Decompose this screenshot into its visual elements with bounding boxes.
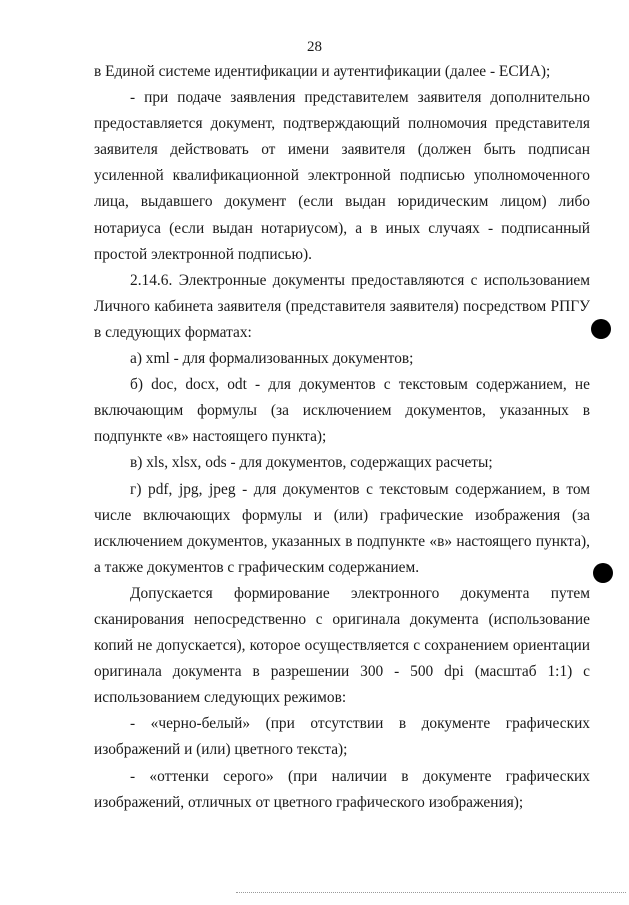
page-number: 28 [307,39,322,55]
list-item-g: г) pdf, jpg, jpeg - для документов с текстовым содержанием, в том числе включающих формулы и (или) графические изображения (за исключением документов, указанных в подпункте «в» настоящего пункта), а также документов с графическим содержанием. [94,480,590,576]
paragraph-representative: - при подаче заявления представителем заявителя дополнительно предоставляется документ, подтверждающий полномочия представителя заявителя действовать от имени заявителя (должен быть подписан усиленной квалификационной электронной подписью уполномоченного лица, выдавшего документ (если выдан юридическим лицом) либо нотариуса (если выдан нотариусом), а в иных случаях - подписанный простой электронной подписью). [94,89,590,263]
list-item-b: б) doc, docx, odt - для документов с текстовым содержанием, не включающим формулы (за исключением документов, указанных в подпункте «в» настоящего пункта); [94,376,590,446]
scan-edge-line [236,892,626,893]
paragraph-esia: в Единой системе идентификации и аутентификации (далее - ЕСИА); [94,63,551,80]
mode-grayscale: - «оттенки серого» (при наличии в документе графических изображений, отличных от цветного графического изображения); [94,767,590,811]
paragraph-scanning: Допускается формирование электронного документа путем сканирования непосредственно с оригинала документа (использование копий не допускается), которое осуществляется с сохранением ориентации оригинала документа в разрешении 300 - 500 dpi (масштаб 1:1) с использованием следующих режимов: [94,584,590,707]
mode-black-white: - «черно-белый» (при отсутствии в документе графических изображений и (или) цветного текста); [94,715,590,759]
binder-hole-mark [591,319,611,339]
binder-hole-mark [593,563,613,583]
list-item-a: а) xml - для формализованных документов; [130,350,414,368]
list-item-v: в) xls, xlsx, ods - для документов, содержащих расчеты; [130,454,493,472]
document-body [94,59,590,816]
paragraph-2-14-6: 2.14.6. Электронные документы предоставляются с использованием Личного кабинета заявителя (представителя заявителя) посредством РПГУ в следующих форматах: [94,271,590,341]
